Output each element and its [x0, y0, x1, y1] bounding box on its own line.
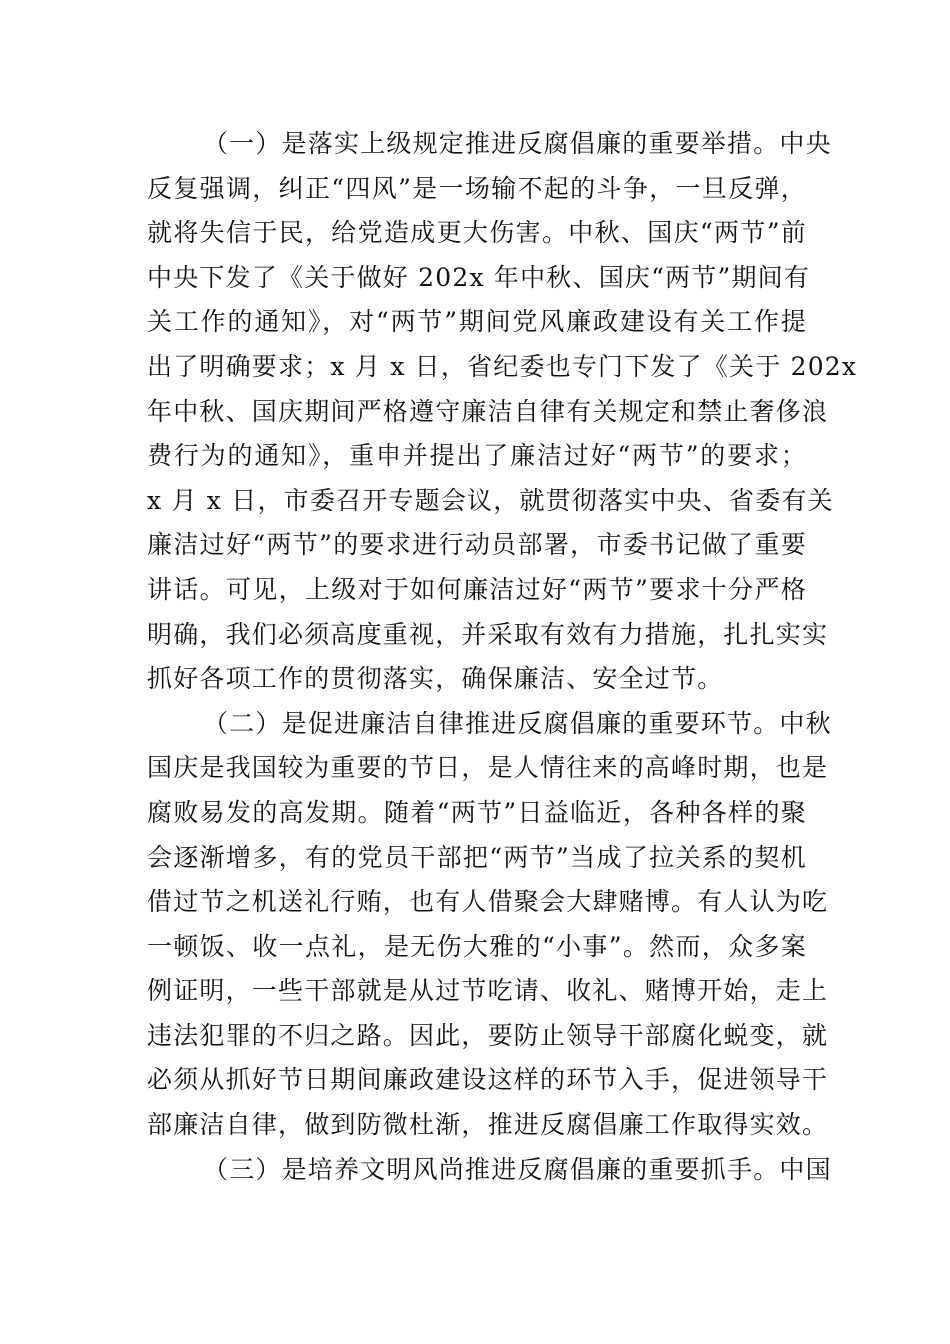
paragraph-1-line-7: 年中秋、国庆期间严格遵守廉洁自律有关规定和禁止奢侈浪 — [147, 396, 829, 426]
paragraph-2-line-10: 部廉洁自律，做到防微杜渐，推进反腐倡廉工作取得实效。 — [147, 1110, 829, 1140]
paragraph-2-line-2: 国庆是我国较为重要的节日，是人情往来的高峰时期，也是 — [147, 753, 829, 783]
paragraph-3-line-1: （三）是培养文明风尚推进反腐倡廉的重要抓手。中国 — [203, 1154, 832, 1184]
paragraph-1-line-9: x 月 x 日，市委召开专题会议，就贯彻落实中央、省委有关 — [147, 485, 834, 515]
paragraph-1-line-6: 出了明确要求；x 月 x 日，省纪委也专门下发了《关于 202x — [147, 351, 858, 381]
paragraph-1-line-13: 抓好各项工作的贯彻落实，确保廉洁、安全过节。 — [147, 664, 724, 694]
paragraph-1-line-5: 关工作的通知》，对“两节”期间党风廉政建设有关工作提 — [147, 307, 807, 337]
paragraph-1-line-1: （一）是落实上级规定推进反腐倡廉的重要举措。中央 — [203, 129, 832, 158]
paragraph-2-line-3: 腐败易发的高发期。随着“两节”日益临近，各种各样的聚 — [147, 797, 807, 827]
paragraph-2-line-1: （二）是促进廉洁自律推进反腐倡廉的重要环节。中秋 — [203, 708, 832, 738]
paragraph-1-line-11: 讲话。可见，上级对于如何廉洁过好“两节”要求十分严格 — [147, 574, 807, 604]
paragraph-1-line-2: 反复强调，纠正“四风”是一场输不起的斗争，一旦反弹， — [147, 173, 807, 203]
paragraph-1-line-4: 中央下发了《关于做好 202x 年中秋、国庆“两节”期间有 — [147, 262, 811, 292]
document-body — [147, 122, 858, 1192]
paragraph-2-line-9: 必须从抓好节日期间廉政建设这样的环节入手，促进领导干 — [147, 1065, 829, 1095]
paragraph-2-line-7: 例证明，一些干部就是从过节吃请、收礼、赌博开始，走上 — [147, 976, 829, 1006]
paragraph-2-line-6: 一顿饭、收一点礼，是无伤大雅的“小事”。然而，众多案 — [147, 931, 807, 961]
paragraph-1-line-12: 明确，我们必须高度重视，并采取有效有力措施，扎扎实实 — [147, 619, 829, 649]
paragraph-1-line-8: 费行为的通知》，重申并提出了廉洁过好“两节”的要求； — [147, 441, 807, 471]
paragraph-2-line-4: 会逐渐增多，有的党员干部把“两节”当成了拉关系的契机 — [147, 842, 807, 872]
paragraph-1-line-10: 廉洁过好“两节”的要求进行动员部署，市委书记做了重要 — [147, 530, 807, 560]
paragraph-1-line-3: 就将失信于民，给党造成更大伤害。中秋、国庆“两节”前 — [147, 218, 807, 248]
paragraph-2-line-5: 借过节之机送礼行贿，也有人借聚会大肆赌博。有人认为吃 — [147, 887, 829, 917]
paragraph-2-line-8: 违法犯罪的不归之路。因此，要防止领导干部腐化蜕变，就 — [147, 1020, 829, 1050]
